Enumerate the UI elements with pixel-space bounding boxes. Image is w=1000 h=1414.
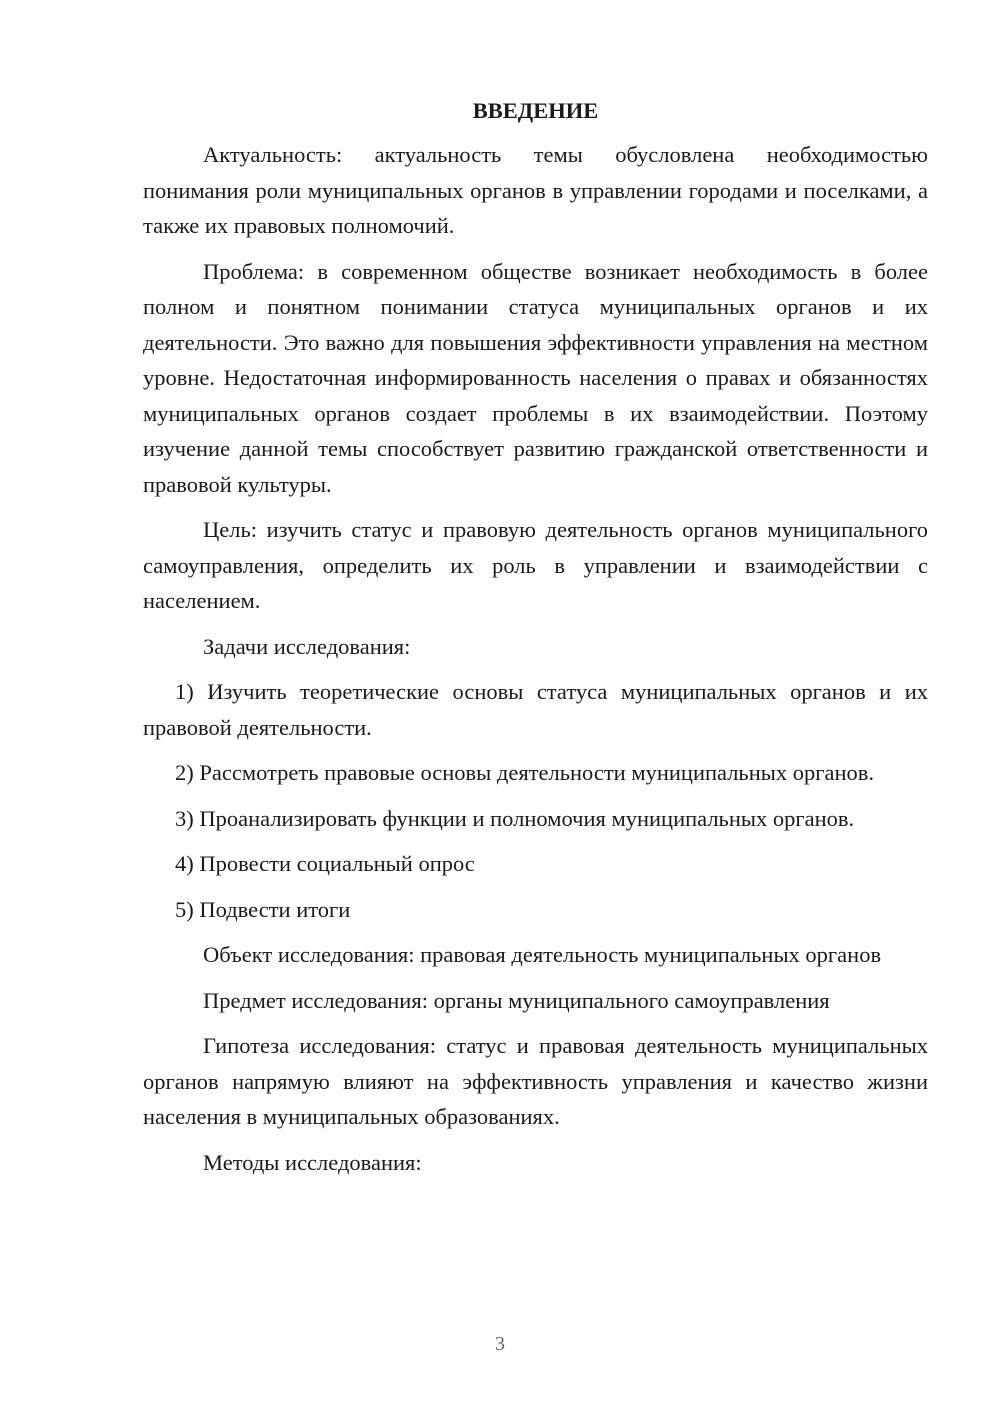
paragraph-tasks-intro: Задачи исследования: [203,633,411,659]
task-item-3: 3) Проанализировать функции и полномочия муниципальных органов. [175,805,855,831]
paragraph-methods: Методы исследования: [203,1149,422,1175]
section-heading: ВВЕДЕНИЕ [472,98,599,123]
paragraph-goal: Цель: изучить статус и правовую деятельность органов муниципального самоуправления, определить их роль в управлении и взаимодействии с населением. [143,517,928,613]
task-item-4: 4) Провести социальный опрос [175,851,475,876]
paragraph-relevance: Актуальность: актуальность темы обусловлена необходимостью понимания роли муниципальных органов в управлении городами и поселками, а также их правовых полномочий. [143,142,928,238]
paragraph-problem: Проблема: в современном обществе возникает необходимость в более полном и понятном понимании статуса муниципальных органов и их деятельности. Это важно для повышения эффективности управления на местном уровне. Недостаточная информированность населения о правах и обязанностях муниципальных органов создает проблемы в их взаимодействии. Поэтому изучение данной темы способствует развитию гражданской ответственности и правовой культуры. [143,258,928,497]
task-item-1: 1) Изучить теоретические основы статуса муниципальных органов и их правовой деятельности. [143,679,928,740]
paragraph-object: Объект исследования: правовая деятельность муниципальных органов [203,942,882,967]
page-number: 3 [495,1333,505,1355]
task-item-5: 5) Подвести итоги [175,896,351,922]
task-item-2: 2) Рассмотреть правовые основы деятельности муниципальных органов. [175,760,874,785]
document-page [143,95,928,1190]
paragraph-subject: Предмет исследования: органы муниципального самоуправления [203,987,830,1013]
paragraph-hypothesis: Гипотеза исследования: статус и правовая деятельность муниципальных органов напрямую влияют на эффективность управления и качество жизни населения в муниципальных образованиях. [143,1033,928,1129]
